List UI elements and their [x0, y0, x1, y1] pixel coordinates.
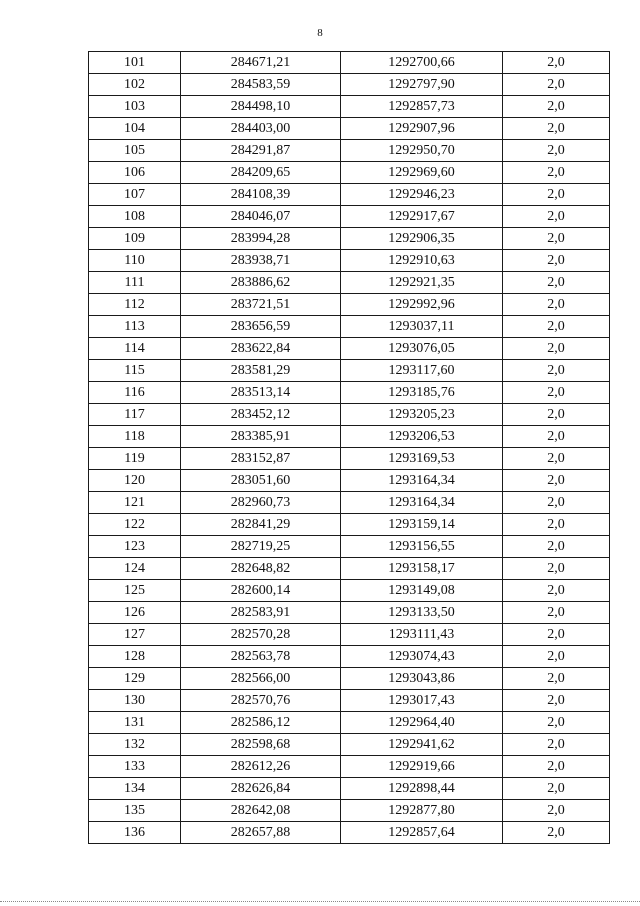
accuracy-cell: 2,0	[503, 624, 610, 646]
x-coordinate-cell: 283452,12	[181, 404, 341, 426]
x-coordinate-cell: 282563,78	[181, 646, 341, 668]
y-coordinate-cell: 1293185,76	[341, 382, 503, 404]
point-number-cell: 132	[89, 734, 181, 756]
accuracy-cell: 2,0	[503, 228, 610, 250]
accuracy-cell: 2,0	[503, 184, 610, 206]
accuracy-cell: 2,0	[503, 162, 610, 184]
y-coordinate-cell: 1293164,34	[341, 470, 503, 492]
x-coordinate-cell: 283886,62	[181, 272, 341, 294]
point-number-cell: 114	[89, 338, 181, 360]
table-row	[89, 536, 610, 558]
point-number-cell: 113	[89, 316, 181, 338]
point-number-cell: 101	[89, 52, 181, 74]
x-coordinate-cell: 283622,84	[181, 338, 341, 360]
point-number-cell: 126	[89, 602, 181, 624]
table-row	[89, 470, 610, 492]
point-number-cell: 120	[89, 470, 181, 492]
table-row	[89, 756, 610, 778]
x-coordinate-cell: 283385,91	[181, 426, 341, 448]
table-row	[89, 448, 610, 470]
x-coordinate-cell: 284498,10	[181, 96, 341, 118]
coordinates-table-body	[89, 52, 610, 844]
table-row	[89, 734, 610, 756]
point-number-cell: 115	[89, 360, 181, 382]
table-row	[89, 294, 610, 316]
accuracy-cell: 2,0	[503, 96, 610, 118]
table-row	[89, 404, 610, 426]
point-number-cell: 135	[89, 800, 181, 822]
accuracy-cell: 2,0	[503, 712, 610, 734]
y-coordinate-cell: 1292941,62	[341, 734, 503, 756]
accuracy-cell: 2,0	[503, 756, 610, 778]
table-row	[89, 800, 610, 822]
y-coordinate-cell: 1292857,64	[341, 822, 503, 844]
accuracy-cell: 2,0	[503, 646, 610, 668]
y-coordinate-cell: 1293205,23	[341, 404, 503, 426]
x-coordinate-cell: 283513,14	[181, 382, 341, 404]
table-row	[89, 712, 610, 734]
x-coordinate-cell: 284403,00	[181, 118, 341, 140]
point-number-cell: 121	[89, 492, 181, 514]
y-coordinate-cell: 1293017,43	[341, 690, 503, 712]
point-number-cell: 133	[89, 756, 181, 778]
point-number-cell: 125	[89, 580, 181, 602]
x-coordinate-cell: 284209,65	[181, 162, 341, 184]
table-row	[89, 272, 610, 294]
coordinates-table	[88, 51, 610, 844]
accuracy-cell: 2,0	[503, 118, 610, 140]
x-coordinate-cell: 282570,76	[181, 690, 341, 712]
table-row	[89, 822, 610, 844]
accuracy-cell: 2,0	[503, 448, 610, 470]
x-coordinate-cell: 283656,59	[181, 316, 341, 338]
table-row	[89, 492, 610, 514]
point-number-cell: 129	[89, 668, 181, 690]
accuracy-cell: 2,0	[503, 250, 610, 272]
point-number-cell: 128	[89, 646, 181, 668]
table-row	[89, 316, 610, 338]
x-coordinate-cell: 284671,21	[181, 52, 341, 74]
y-coordinate-cell: 1293206,53	[341, 426, 503, 448]
table-row	[89, 162, 610, 184]
point-number-cell: 123	[89, 536, 181, 558]
point-number-cell: 118	[89, 426, 181, 448]
y-coordinate-cell: 1292992,96	[341, 294, 503, 316]
accuracy-cell: 2,0	[503, 514, 610, 536]
y-coordinate-cell: 1293149,08	[341, 580, 503, 602]
x-coordinate-cell: 282960,73	[181, 492, 341, 514]
table-row	[89, 558, 610, 580]
point-number-cell: 124	[89, 558, 181, 580]
y-coordinate-cell: 1293156,55	[341, 536, 503, 558]
accuracy-cell: 2,0	[503, 492, 610, 514]
x-coordinate-cell: 284583,59	[181, 74, 341, 96]
y-coordinate-cell: 1292700,66	[341, 52, 503, 74]
x-coordinate-cell: 283721,51	[181, 294, 341, 316]
accuracy-cell: 2,0	[503, 558, 610, 580]
x-coordinate-cell: 282566,00	[181, 668, 341, 690]
accuracy-cell: 2,0	[503, 52, 610, 74]
point-number-cell: 111	[89, 272, 181, 294]
y-coordinate-cell: 1293158,17	[341, 558, 503, 580]
point-number-cell: 103	[89, 96, 181, 118]
x-coordinate-cell: 282612,26	[181, 756, 341, 778]
y-coordinate-cell: 1293074,43	[341, 646, 503, 668]
point-number-cell: 108	[89, 206, 181, 228]
table-row	[89, 580, 610, 602]
table-row	[89, 360, 610, 382]
accuracy-cell: 2,0	[503, 360, 610, 382]
accuracy-cell: 2,0	[503, 74, 610, 96]
table-row	[89, 52, 610, 74]
accuracy-cell: 2,0	[503, 470, 610, 492]
accuracy-cell: 2,0	[503, 690, 610, 712]
page-bottom-divider	[0, 901, 640, 902]
table-row	[89, 228, 610, 250]
accuracy-cell: 2,0	[503, 778, 610, 800]
x-coordinate-cell: 282648,82	[181, 558, 341, 580]
y-coordinate-cell: 1292910,63	[341, 250, 503, 272]
x-coordinate-cell: 282626,84	[181, 778, 341, 800]
point-number-cell: 131	[89, 712, 181, 734]
table-row	[89, 184, 610, 206]
x-coordinate-cell: 282570,28	[181, 624, 341, 646]
y-coordinate-cell: 1293043,86	[341, 668, 503, 690]
y-coordinate-cell: 1292906,35	[341, 228, 503, 250]
x-coordinate-cell: 283994,28	[181, 228, 341, 250]
x-coordinate-cell: 282583,91	[181, 602, 341, 624]
accuracy-cell: 2,0	[503, 338, 610, 360]
accuracy-cell: 2,0	[503, 316, 610, 338]
y-coordinate-cell: 1292877,80	[341, 800, 503, 822]
point-number-cell: 134	[89, 778, 181, 800]
table-row	[89, 382, 610, 404]
table-row	[89, 778, 610, 800]
y-coordinate-cell: 1292857,73	[341, 96, 503, 118]
y-coordinate-cell: 1293037,11	[341, 316, 503, 338]
table-row	[89, 74, 610, 96]
accuracy-cell: 2,0	[503, 734, 610, 756]
x-coordinate-cell: 282586,12	[181, 712, 341, 734]
point-number-cell: 130	[89, 690, 181, 712]
y-coordinate-cell: 1292917,67	[341, 206, 503, 228]
y-coordinate-cell: 1292907,96	[341, 118, 503, 140]
table-row	[89, 140, 610, 162]
table-row	[89, 668, 610, 690]
x-coordinate-cell: 283581,29	[181, 360, 341, 382]
point-number-cell: 136	[89, 822, 181, 844]
y-coordinate-cell: 1293159,14	[341, 514, 503, 536]
x-coordinate-cell: 282642,08	[181, 800, 341, 822]
x-coordinate-cell: 282598,68	[181, 734, 341, 756]
accuracy-cell: 2,0	[503, 580, 610, 602]
point-number-cell: 117	[89, 404, 181, 426]
x-coordinate-cell: 284108,39	[181, 184, 341, 206]
accuracy-cell: 2,0	[503, 140, 610, 162]
y-coordinate-cell: 1292921,35	[341, 272, 503, 294]
table-row	[89, 514, 610, 536]
accuracy-cell: 2,0	[503, 206, 610, 228]
x-coordinate-cell: 282719,25	[181, 536, 341, 558]
page-number: 8	[317, 27, 323, 39]
x-coordinate-cell: 284046,07	[181, 206, 341, 228]
table-row	[89, 338, 610, 360]
accuracy-cell: 2,0	[503, 382, 610, 404]
accuracy-cell: 2,0	[503, 602, 610, 624]
point-number-cell: 110	[89, 250, 181, 272]
table-row	[89, 206, 610, 228]
x-coordinate-cell: 283051,60	[181, 470, 341, 492]
y-coordinate-cell: 1293133,50	[341, 602, 503, 624]
y-coordinate-cell: 1292898,44	[341, 778, 503, 800]
y-coordinate-cell: 1293169,53	[341, 448, 503, 470]
accuracy-cell: 2,0	[503, 272, 610, 294]
point-number-cell: 116	[89, 382, 181, 404]
y-coordinate-cell: 1293111,43	[341, 624, 503, 646]
table-row	[89, 646, 610, 668]
y-coordinate-cell: 1292969,60	[341, 162, 503, 184]
y-coordinate-cell: 1293117,60	[341, 360, 503, 382]
y-coordinate-cell: 1292946,23	[341, 184, 503, 206]
x-coordinate-cell: 284291,87	[181, 140, 341, 162]
table-row	[89, 690, 610, 712]
accuracy-cell: 2,0	[503, 404, 610, 426]
y-coordinate-cell: 1293076,05	[341, 338, 503, 360]
point-number-cell: 127	[89, 624, 181, 646]
point-number-cell: 119	[89, 448, 181, 470]
x-coordinate-cell: 283152,87	[181, 448, 341, 470]
table-row	[89, 118, 610, 140]
table-row	[89, 602, 610, 624]
point-number-cell: 112	[89, 294, 181, 316]
table-row	[89, 426, 610, 448]
accuracy-cell: 2,0	[503, 822, 610, 844]
y-coordinate-cell: 1292964,40	[341, 712, 503, 734]
accuracy-cell: 2,0	[503, 294, 610, 316]
table-row	[89, 624, 610, 646]
x-coordinate-cell: 282841,29	[181, 514, 341, 536]
table-row	[89, 96, 610, 118]
point-number-cell: 104	[89, 118, 181, 140]
point-number-cell: 105	[89, 140, 181, 162]
table-row	[89, 250, 610, 272]
accuracy-cell: 2,0	[503, 426, 610, 448]
y-coordinate-cell: 1292950,70	[341, 140, 503, 162]
y-coordinate-cell: 1293164,34	[341, 492, 503, 514]
point-number-cell: 107	[89, 184, 181, 206]
point-number-cell: 122	[89, 514, 181, 536]
x-coordinate-cell: 282600,14	[181, 580, 341, 602]
point-number-cell: 109	[89, 228, 181, 250]
point-number-cell: 106	[89, 162, 181, 184]
accuracy-cell: 2,0	[503, 668, 610, 690]
y-coordinate-cell: 1292919,66	[341, 756, 503, 778]
y-coordinate-cell: 1292797,90	[341, 74, 503, 96]
x-coordinate-cell: 283938,71	[181, 250, 341, 272]
accuracy-cell: 2,0	[503, 800, 610, 822]
point-number-cell: 102	[89, 74, 181, 96]
x-coordinate-cell: 282657,88	[181, 822, 341, 844]
accuracy-cell: 2,0	[503, 536, 610, 558]
